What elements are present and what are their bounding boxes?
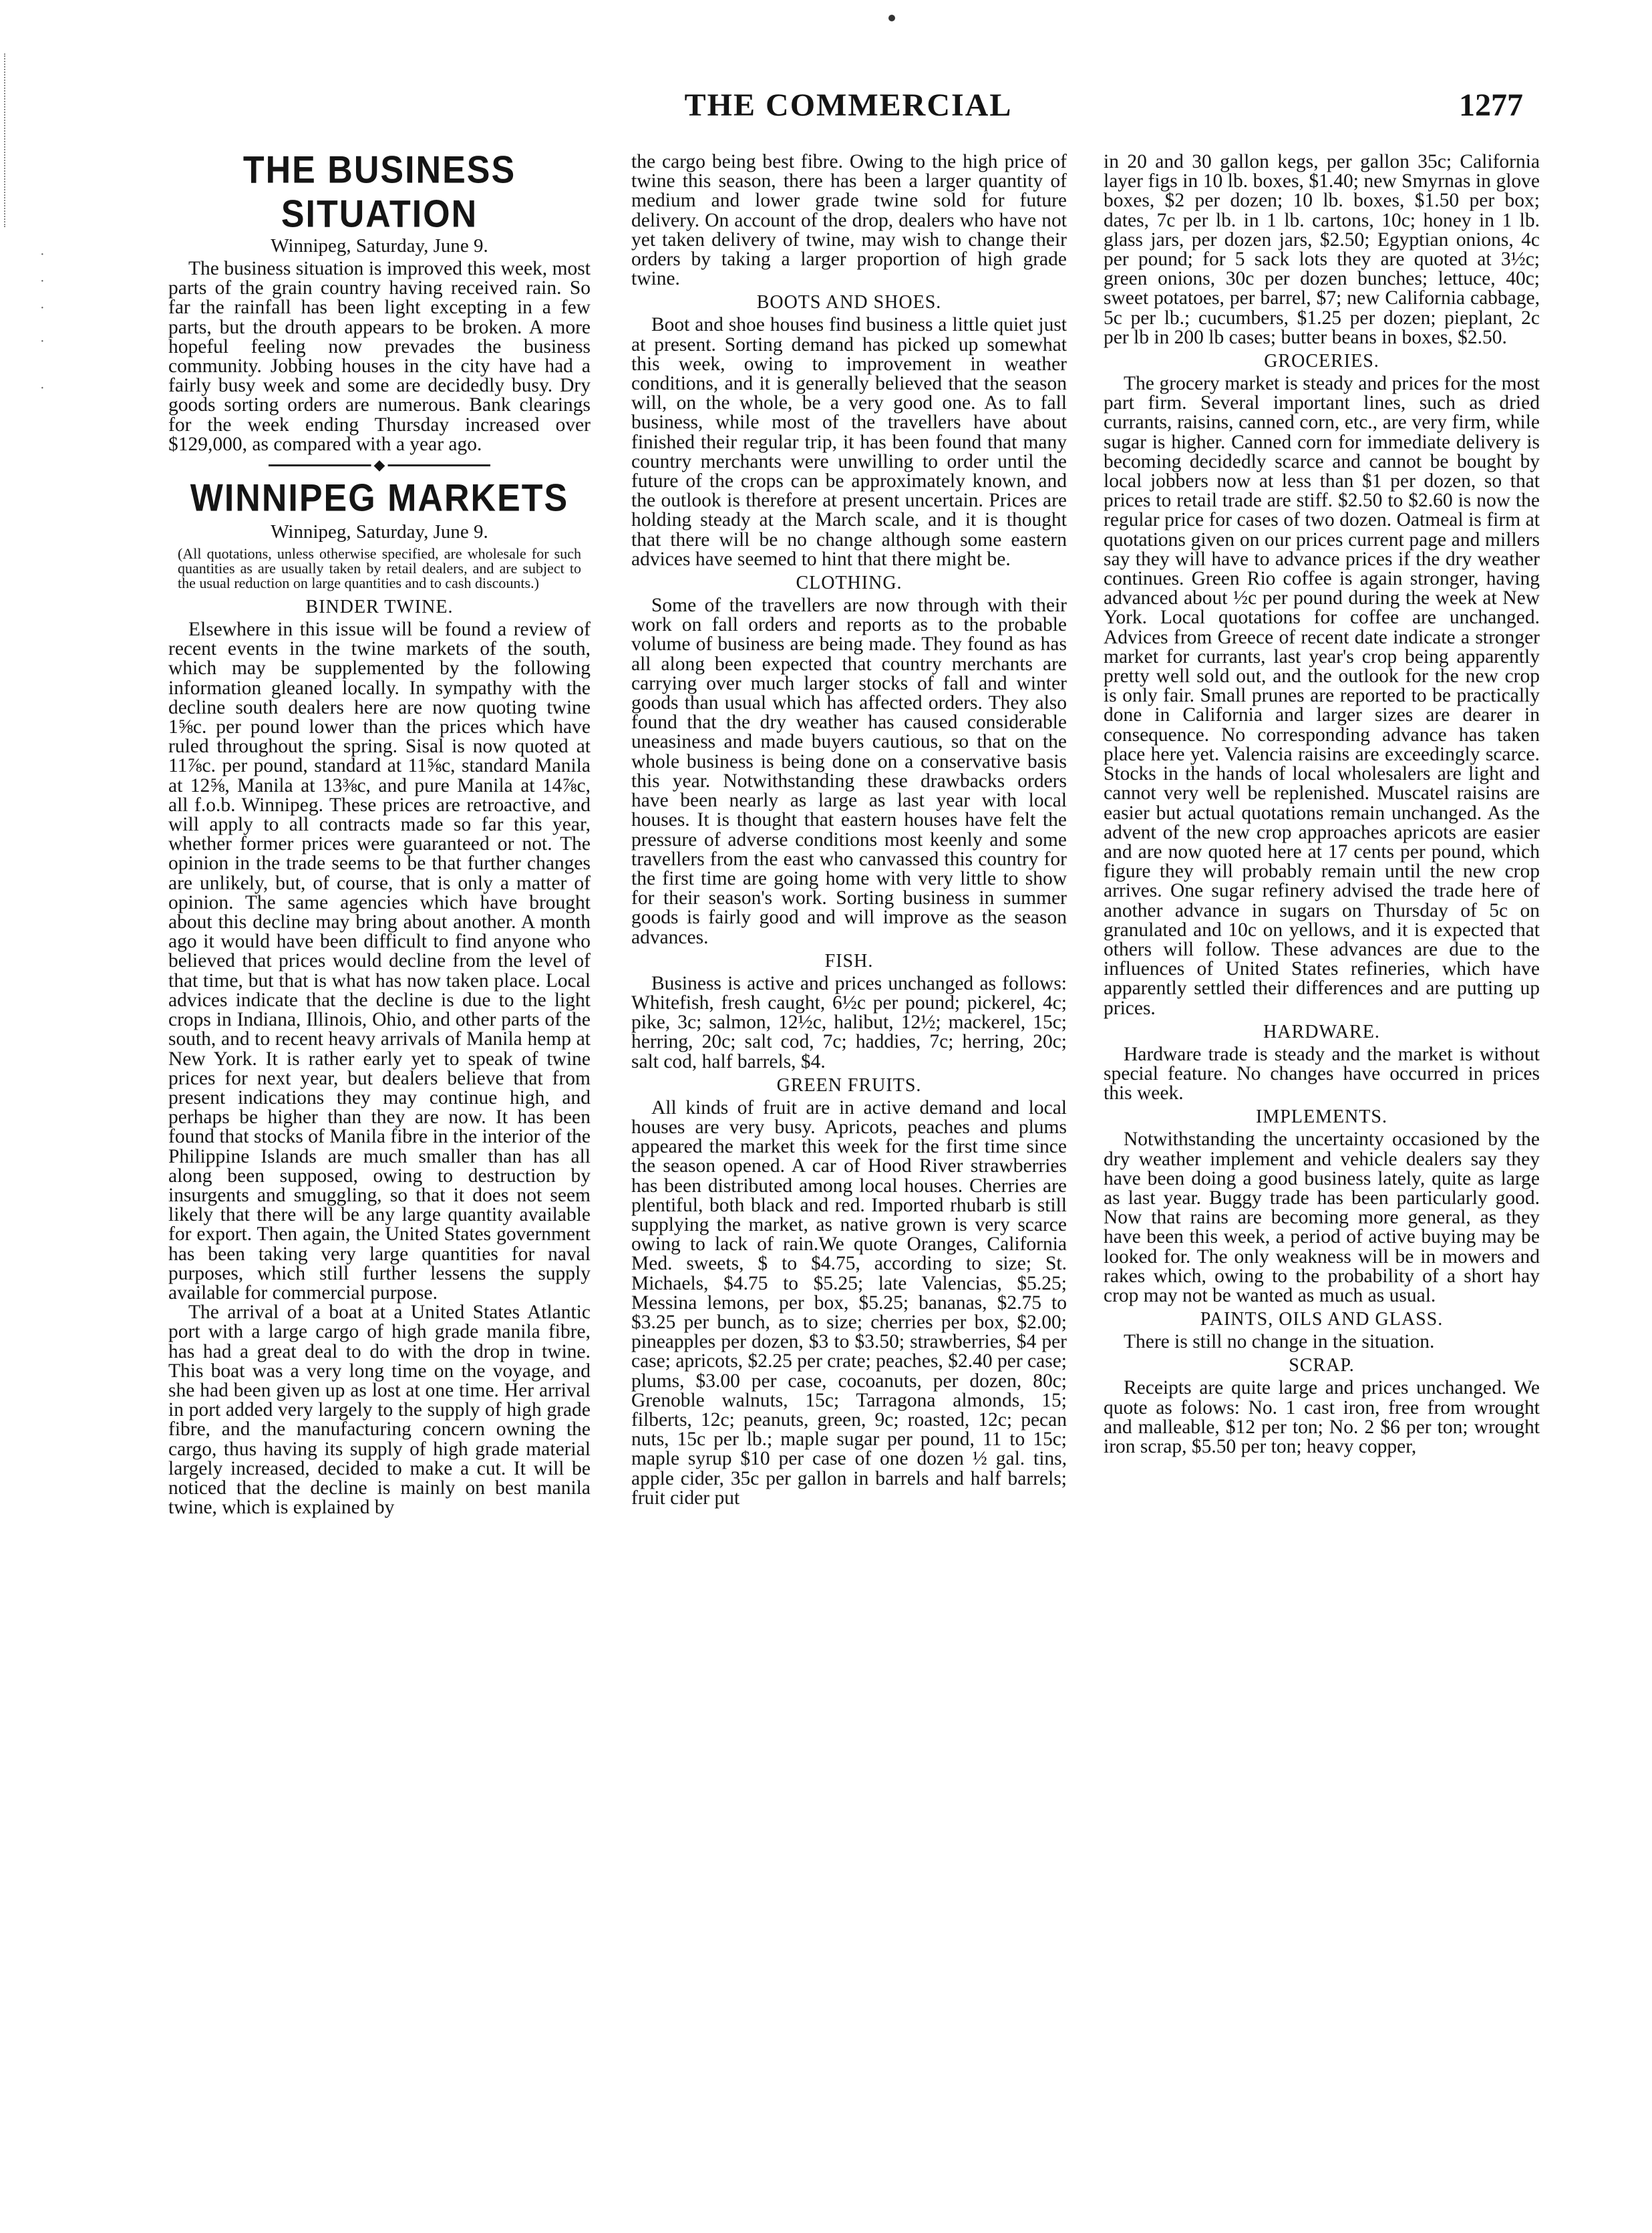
scrap-title: SCRAP. (1289, 1355, 1355, 1376)
groceries-title: GROCERIES. (1264, 351, 1379, 372)
business-situation-body: The business situation is improved this week, most parts of the grain country having received rain. So far the rainfall has been light excepting in a few parts, but the drouth appears to be broken. A more hopeful feeling now prevades the business community. Jobbing houses in the city have had a fairly busy week and some are decidedly busy. Dry goods sorting orders are numerous. Bank clearings for the week ending Thursday increased over $129,000, as compared with a year ago. (168, 258, 591, 455)
column-1 (168, 152, 591, 2184)
business-situation-dateline: Winnipeg, Saturday, June 9. (271, 235, 488, 257)
divider-ornament-icon: ◆ (371, 458, 388, 472)
winnipeg-markets-dateline: Winnipeg, Saturday, June 9. (271, 521, 488, 543)
journal-title: THE COMMERCIAL (684, 88, 1013, 123)
groceries-body: The grocery market is steady and prices for the most part firm. Several important lines, such as dried currants, raisins, canned corn, etc., are very firm, while sugar is higher. Canned corn for immediate delivery is becoming decidedly scarce and cannot be bought by local jobbers now at less than $1 per dozen, so that prices to retail trade are stiff. $2.50 to $2.60 is now the regular price for cases of two dozen. Oatmeal is firm at quotations given on our prices current page and millers say they will have to advance prices if the dry weather continues. Green Rio coffee is again stronger, having advanced about ½c per pound during the week at New York. Local quotations for coffee are unchanged. Advices from Greece of recent date indicate a stronger market for currants, last year's crop being apparently pretty well sold out, and the outlook for the new crop is only fair. Small prunes are reported to be practically done in California and larger sizes are dearer in consequence. No corresponding advance has taken place here yet. Valencia raisins are exceedingly scarce. Stocks in the hands of local wholesalers are light and cannot very well be replenished. Muscatel raisins are easier but actual quotations remain unchanged. As the advent of the new crop approaches apricots are easier and are now quoted here at 17 cents per pound, which figure they will probably remain until the new crop arrives. One sugar refinery advised the trade here of another advance in sugars on Thursday of 5c on granulated and 10c on yellows, and it is expected that others will follow. These advances are due to the influences of United States refineries, which have apparently settled their differences and are putting up prices. (1104, 373, 1540, 1019)
paints-oils-glass-title: PAINTS, OILS AND GLASS. (1200, 1309, 1444, 1330)
page-number: 1277 (1459, 88, 1523, 123)
hardware-title: HARDWARE. (1263, 1021, 1380, 1042)
business-situation-headline: THE BUSINESS SITUATION (242, 152, 516, 236)
scrap-body: Receipts are quite large and prices unchanged. We quote as folows: No. 1 cast iron, free from wrought and malleable, $12 per ton; No. 2 $6 per ton; wrought iron scrap, $5.50 per ton; heavy copper, (1104, 1377, 1540, 1457)
column-2 (631, 152, 1067, 2184)
column-3 (1104, 152, 1540, 2184)
boots-and-shoes-title: BOOTS AND SHOES. (756, 292, 942, 313)
binder-twine-title: BINDER TWINE. (305, 597, 454, 618)
quotations-note: (All quotations, unless otherwise specified, are wholesale for such quantities as are usually taken by retail dealers, and are subject to the usual reduction on large quantities and to cash discounts.) (178, 545, 581, 592)
margin-binding-mark (4, 53, 7, 227)
implements-body: Notwithstanding the uncertainty occasioned by the dry weather implement and vehicle dealers say they have been doing a good business lately, quite as large as last year. Buggy trade has been particularly good. Now that rains are becoming more general, as they have been this week, a period of active buying may be looked for. The only weakness will be in mowers and rakes which, owing to the probability of a short hay crop may not be wanted as much as usual. (1104, 1129, 1540, 1306)
ink-speck (888, 15, 895, 21)
boots-and-shoes-body: Boot and shoe houses find business a little quiet just at present. Sorting demand has picked up somewhat this week, owing to improvement in weather conditions, and it is generally believed that the season will, on the whole, be a very good one. As to fall business, while most of the travellers have about finished their regular trip, it has been found that many country merchants were unwilling to order until the future of the crops can be approximately known, and the outlook is therefore at present uncertain. Prices are holding steady at the March scale, and it is thought that there will be no change although some eastern advices have seemed to hint that there might be. (631, 314, 1067, 570)
fish-title: FISH. (824, 950, 874, 972)
binder-twine-continued: the cargo being best fibre. Owing to the high price of twine this season, there has been a larger quantity of medium and lower grade twine sold for future delivery. On account of the drop, dealers who have not yet taken delivery of twine, may wish to change their orders by taking a larger proportion of high grade twine. (631, 152, 1067, 290)
implements-title: IMPLEMENTS. (1256, 1106, 1387, 1128)
hardware-body: Hardware trade is steady and the market is without special feature. No changes have occurred in prices this week. (1104, 1043, 1540, 1104)
margin-marks: · · · · · (40, 247, 45, 396)
clothing-body: Some of the travellers are now through with their work on fall orders and reports as to the probable volume of business are being made. They found as has all along been expected that country merchants are carrying over much larger stocks of fall and winter goods than usual which has affected orders. They also found that the dry weather has caused considerable uneasiness and made buyers cautious, so that on the whole business is being done on a conservative basis this year. Notwithstanding these drawbacks orders have been nearly as large as last year with local houses. It is thought that eastern houses have felt the pressure of adverse conditions most keenly and some travellers from the east who canvassed this country for the first time are going home with very little to show for their season's work. Sorting business in summer goods is fairly good and will improve as the season advances. (631, 595, 1067, 948)
section-divider (168, 457, 591, 473)
clothing-title: CLOTHING. (796, 573, 902, 594)
paints-oils-glass-body: There is still no change in the situation. (1124, 1331, 1435, 1353)
binder-twine-paragraph: Elsewhere in this issue will be found a review of recent events in the twine markets of the south, which may be supplemented by the following information gleaned locally. In sympathy with the decline south dealers here are now quoting twine 1⅝c. per pound lower than the prices which have ruled throughout the spring. Sisal is now quoted at 11⅞c. per pound, standard at 11⅝c, standard Manila at 12⅝, Manila at 13⅜c, and pure Manila at 14⅞c, all f.o.b. Winnipeg. These prices are retroactive, and will apply to all contracts made so far this year, whether former prices were guaranteed or not. The opinion in the trade seems to be that further changes are unlikely, but, of course, that is only a matter of opinion. The same agencies which have brought about this decline may bring about another. A month ago it would have been difficult to find anyone who believed that prices would decline from the level of that time, but that is what has now taken place. Local advices indicate that the decline is due to the light crops in Indiana, Illinois, Ohio, and other parts of the south, and to recent heavy arrivals of Manila hemp at New York. It is rather early yet to speak of twine prices for next year, but dealers believe that from present indications they may continue high, and perhaps be higher than they are now. It has been found that stocks of Manila fibre in the interior of the Philippine Islands are much smaller than has all along been supposed, owing to destruction by insurgents and smuggling, so that it does not seem likely that there will be any large quantity available for export. Then again, the United States government has been taking very large quantities for naval purposes, which still further lessens the supply available for commercial purpose. (168, 619, 591, 1304)
green-fruits-body: All kinds of fruit are in active demand and local houses are very busy. Apricots, peaches and plums appeared the market this week for the first time since the season opened. A car of Hood River strawberries has been distributed among local houses. Cherries are plentiful, both black and red. Imported rhubarb is still supplying the market, as native grown is very scarce owing to lack of rain.We quote Oranges, California Med. sweets, $ to $4.75, according to size; St. Michaels, $4.75 to $5.25; late Valencias, $5.25; Messina lemons, per box, $5.25; bananas, $2.75 to $3.25 per bunch, as to size; cherries per box, $2.00; pineapples per dozen, $3 to $3.50; strawberries, $4 per case; apricots, $2.25 per crate; peaches, $2.40 per case; plums, $3.00 per case, cocoanuts, per dozen, 80c; Grenoble walnuts, 15c; Tarragona almonds, 15; filberts, 12c; peanuts, green, 9c; roasted, 12c; pecan nuts, 15c per lb.; maple sugar per pound, 11 to 15c; maple syrup $10 per case of one dozen ½ gal. tins, apple cider, 35c per gallon in barrels and half barrels; fruit cider put (631, 1096, 1067, 1509)
winnipeg-markets-headline: WINNIPEG MARKETS (190, 477, 569, 520)
binder-twine-paragraph-2: The arrival of a boat at a United States Atlantic port with a large cargo of high grade manila fibre, has had a great deal to do with the drop in twine. This boat was a very long time on the voyage, and she had been given up as lost at one time. Her arrival in port added very largely to the supply of high grade fibre, and the manufacturing concern owning the cargo, thus having its supply of high grade material largely increased, decided to make a cut. It will be noticed that the decline is mainly on best manila twine, which is explained by (168, 1302, 591, 1519)
green-fruits-title: GREEN FRUITS. (776, 1074, 922, 1096)
running-head (0, 87, 1652, 134)
fish-body: Business is active and prices unchanged as follows: Whitefish, fresh caught, 6½c per pound; pickerel, 4c; pike, 3c; salmon, 12½c, halibut, 12½; mackerel, 15c; herring, 20c; salt cod, 7c; haddies, 7c; herring, 20c; salt cod, half barrels, $4. (631, 972, 1067, 1072)
green-fruits-continued: in 20 and 30 gallon kegs, per gallon 35c; California layer figs in 10 lb. boxes, $1.40; new Smyrnas in glove boxes, $2 per dozen; 10 lb. boxes, $1.50 per box; dates, 7c per lb. in 1 lb. cartons, 10c; honey in 1 lb. glass jars, per dozen jars, $2.50; Egyptian onions, 4c per pound; for 5 sack lots they are quoted at 3½c; green onions, 30c per dozen bunches; lettuce, 40c; sweet potatoes, per barrel, $7; new California cabbage, 5c per lb.; cucumbers, $1.25 per dozen; pieplant, 2c per lb in 200 lb cases; butter beans in boxes, $2.50. (1104, 152, 1540, 348)
